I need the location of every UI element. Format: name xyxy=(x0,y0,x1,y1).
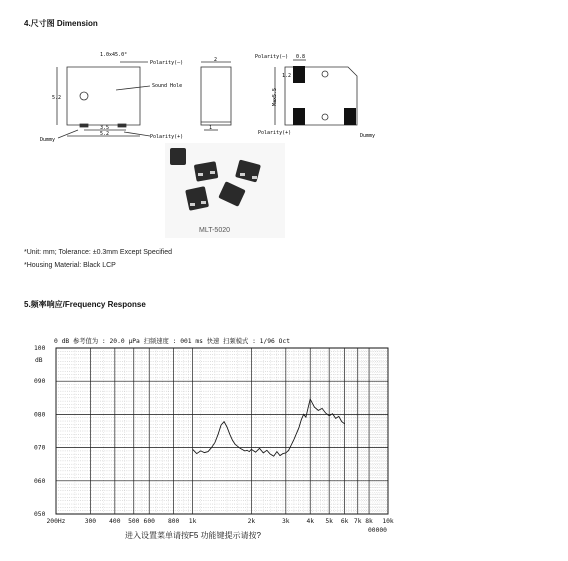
y-tick-label: 090 xyxy=(34,378,46,386)
chart-footer: 进入设置菜单请按F5 功能键提示请按? xyxy=(125,531,262,540)
x-tick-label: 3k xyxy=(282,518,290,525)
x-tick-label: 200Hz xyxy=(46,518,66,525)
y-tick-label: 100 xyxy=(34,345,46,352)
polarity-plus-label-front: Polarity(+) xyxy=(150,134,184,140)
width-dim-label: 5.2 xyxy=(100,131,110,137)
photo-caption: MLT-5020 xyxy=(199,227,230,234)
x-tick-label: 400 xyxy=(109,518,121,525)
y-tick-label: 070 xyxy=(34,444,46,452)
x-tick-label: 10k xyxy=(382,518,394,525)
side-view-drawing xyxy=(201,62,231,130)
polarity-minus-label-bottom: Polarity(–) xyxy=(255,54,289,60)
pad-width-dim-label: 0.8 xyxy=(296,54,306,60)
frequency-heading: 5.频率响应/Frequency Response xyxy=(24,300,146,309)
x-tick-label: 2k xyxy=(247,518,256,525)
dummy-right-label: Dummy xyxy=(360,133,376,139)
x-tick-label: 5k xyxy=(325,518,333,525)
chamfer-label: 1.0x45.0° xyxy=(100,52,128,58)
frequency-response-chart xyxy=(32,332,392,552)
side-width-dim-label: 2 xyxy=(214,57,218,63)
dummy-left-label: Dummy xyxy=(40,137,56,143)
material-note: *Housing Material: Black LCP xyxy=(24,262,116,269)
x-tick-label: 7k xyxy=(353,518,362,525)
y-tick-label: 050 xyxy=(34,511,46,518)
chart-grid xyxy=(56,348,388,514)
x-tick-label: 600 xyxy=(143,518,155,525)
corner-label: 00000 xyxy=(368,527,387,534)
polarity-plus-pad xyxy=(293,108,305,125)
dimension-heading: 4.尺寸图 Dimension xyxy=(24,19,98,28)
x-tick-label: 4k xyxy=(306,518,315,525)
x-tick-label: 1k xyxy=(188,518,197,525)
x-tick-label: 300 xyxy=(84,518,97,525)
chart-header: 0 dB 参考值为 : 20.0 μPa 扫频速度 : 001 ms 快速 扫频模式 : 1/96 Oct xyxy=(54,338,291,345)
product-photo xyxy=(165,143,285,238)
polarity-minus-pad xyxy=(293,66,305,83)
polarity-plus-label-bottom: Polarity(+) xyxy=(258,130,292,136)
polarity-minus-label-front: Polarity(–) xyxy=(150,60,184,66)
x-tick-label: 8k xyxy=(365,518,373,525)
bottom-height-dim-label: Max5.5 xyxy=(272,87,278,106)
x-tick-label: 6k xyxy=(340,518,349,525)
x-tick-label: 500 xyxy=(128,518,140,525)
y-tick-label: 080 xyxy=(34,411,46,419)
unit-note: *Unit: mm; Tolerance: ±0.3mm Except Specified xyxy=(24,249,173,256)
x-tick-label: 800 xyxy=(167,518,180,525)
pad-span-dim-label: 3.5 xyxy=(100,125,110,131)
pad-gap-dim-label: 1.2 xyxy=(282,73,292,79)
dummy-pad xyxy=(344,108,356,125)
height-dim-label: 5.2 xyxy=(52,95,62,101)
y-tick-label: 060 xyxy=(34,477,46,485)
side-bottom-dim-label: 1 xyxy=(209,125,213,131)
sound-hole-label: Sound Hole xyxy=(152,83,183,89)
y-unit-label: dB xyxy=(35,357,43,364)
